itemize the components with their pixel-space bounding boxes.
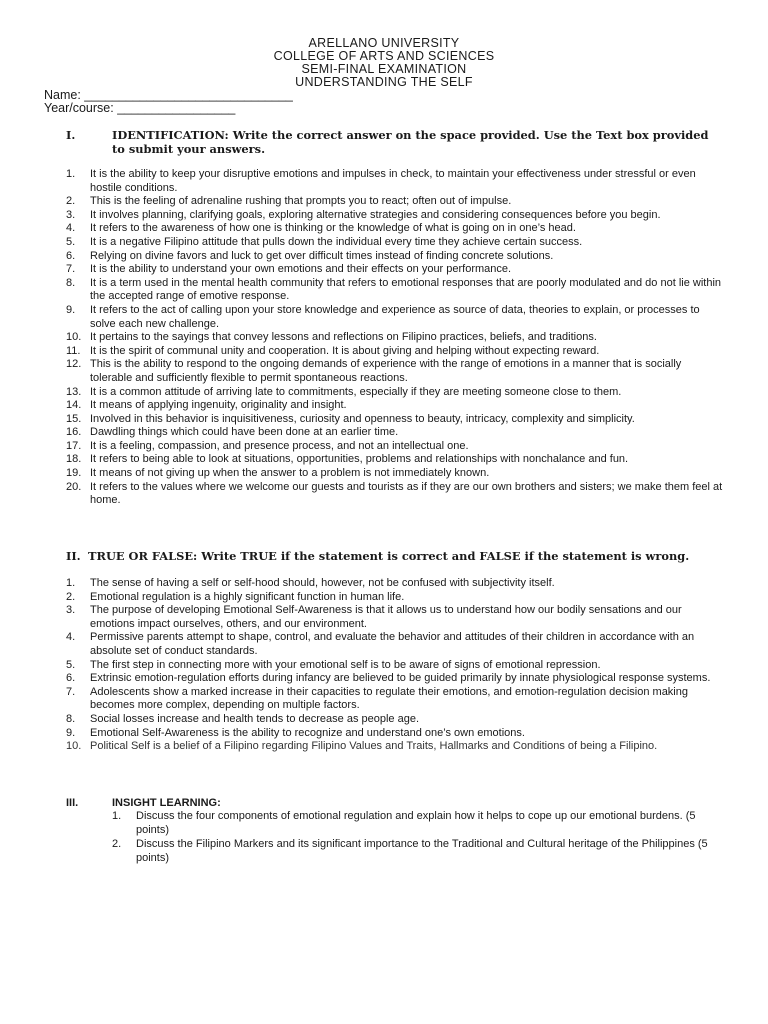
item-text: It is the ability to understand your own emotions and their effects on your performance. (90, 263, 512, 276)
item-number: 6. (66, 249, 76, 262)
list-item (66, 591, 726, 605)
item-number: 6. (66, 672, 76, 685)
item-number: 14. (66, 399, 82, 412)
section-1-numeral: I. (66, 128, 76, 142)
list-item (112, 810, 722, 837)
item-text: Emotional Self-Awareness is the ability to recognize and understand one’s own emotions. (90, 726, 525, 739)
item-text: It refers to being able to look at situations, opportunities, problems and relationships with nonchalance and fun. (90, 453, 629, 466)
item-text: It is the spirit of communal unity and cooperation. It is about giving and helping without expecting reward. (90, 344, 600, 357)
list-item (66, 577, 726, 591)
list-item (66, 481, 726, 508)
item-text: This is the ability to respond to the ongoing demands of experience with the range of emotions in a manner that is socially tolerable and sufficiently flexible to permit spontaneous reactions. (90, 358, 682, 384)
list-item (66, 713, 726, 727)
list-item (66, 386, 726, 400)
document-header (0, 37, 768, 89)
item-number: 10. (66, 740, 82, 753)
item-text: It is a feeling, compassion, and presence process, and not an intellectual one. (90, 439, 469, 452)
list-item (66, 727, 726, 741)
item-number: 9. (66, 726, 76, 739)
item-number: 8. (66, 276, 76, 289)
section-1-title: IDENTIFICATION: Write the correct answer on the space provided. Use the Text box provided to submit your answers. (112, 128, 709, 156)
year-course-field: Year/course: _________________ (44, 101, 236, 115)
item-number: 2. (66, 195, 76, 208)
subject-title: UNDERSTANDING THE SELF (295, 75, 473, 89)
item-number: 20. (66, 480, 82, 493)
item-number: 3. (66, 604, 76, 617)
list-item (66, 399, 726, 413)
list-item (66, 440, 726, 454)
item-number: 13. (66, 385, 82, 398)
list-item (66, 345, 726, 359)
section-3-title: INSIGHT LEARNING: (112, 797, 221, 809)
list-item (66, 740, 726, 754)
item-text: The purpose of developing Emotional Self-Awareness is that it allows us to understand how our bodily sensations and our emotions impact ourselves, others, and our environment. (90, 604, 682, 630)
item-number: 1. (112, 810, 122, 822)
identification-list (66, 168, 726, 508)
exam-title: SEMI-FINAL EXAMINATION (301, 62, 467, 76)
item-number: 12. (66, 358, 82, 371)
item-number: 10. (66, 331, 82, 344)
list-item (66, 331, 726, 345)
item-text: It means of not giving up when the answer to a problem is not immediately known. (90, 467, 490, 480)
name-field: Name: ______________________________ (44, 88, 293, 102)
list-item (66, 222, 726, 236)
list-item (66, 467, 726, 481)
item-text: It is a negative Filipino attitude that pulls down the individual every time they achieve certain success. (90, 235, 583, 248)
item-text: It refers to the awareness of how one is thinking or the knowledge of what is going on in one’s head. (90, 222, 576, 235)
item-number: 5. (66, 235, 76, 248)
item-text: It is a common attitude of arriving late to commitments, especially if they are meeting someone close to them. (90, 385, 622, 398)
section-2-numeral: II. (66, 549, 81, 563)
list-item (66, 358, 726, 385)
list-item (66, 168, 726, 195)
item-text: Relying on divine favors and luck to get over difficult times instead of finding concrete solutions. (90, 249, 554, 262)
section-3-numeral: III. (66, 797, 79, 809)
list-item (66, 209, 726, 223)
item-number: 16. (66, 426, 82, 439)
item-text: It pertains to the sayings that convey lessons and reflections on Filipino practices, beliefs, and traditions. (90, 331, 597, 344)
list-item (66, 413, 726, 427)
item-number: 7. (66, 685, 76, 698)
item-number: 18. (66, 453, 82, 466)
item-number: 8. (66, 712, 76, 725)
list-item (66, 250, 726, 264)
item-text: It is a term used in the mental health community that refers to emotional responses that are poorly modulated and do not lie within the accepted range of emotive response. (90, 276, 722, 303)
item-text: Permissive parents attempt to shape, control, and evaluate the behavior and attitudes of their children in accordance with an absolute set of conduct standards. (90, 631, 695, 657)
item-number: 4. (66, 222, 76, 235)
item-text: This is the feeling of adrenaline rushing that prompts you to react; often out of impulse. (90, 195, 512, 208)
list-item (66, 304, 726, 331)
item-number: 1. (66, 168, 76, 180)
section-1-heading (66, 128, 726, 156)
section-2-title: TRUE OR FALSE: Write TRUE if the statement is correct and FALSE if the statement is wrong. (88, 549, 690, 563)
item-number: 4. (66, 631, 76, 644)
item-number: 11. (66, 344, 81, 357)
insight-learning-list (112, 810, 722, 866)
list-item (66, 277, 726, 304)
item-number: 3. (66, 208, 76, 221)
list-item (66, 426, 726, 440)
item-number: 9. (66, 303, 76, 316)
college-name: COLLEGE OF ARTS AND SCIENCES (273, 49, 495, 63)
true-false-list (66, 577, 726, 754)
item-text: It is the ability to keep your disruptive emotions and impulses in check, to maintain your effectiveness under stressful or even hostile conditions. (90, 168, 696, 194)
list-item (112, 838, 722, 865)
item-number: 17. (66, 439, 82, 452)
item-text: Dawdling things which could have been done at an earlier time. (90, 426, 399, 439)
university-name: ARELLANO UNIVERSITY (308, 36, 460, 50)
item-number: 1. (66, 577, 76, 589)
item-number: 2. (66, 590, 76, 603)
item-number: 5. (66, 658, 76, 671)
list-item (66, 263, 726, 277)
list-item (66, 236, 726, 250)
item-text: Political Self is a belief of a Filipino regarding Filipino Values and Traits, Hallmarks and Conditions of being a Filipino. (90, 740, 658, 753)
item-number: 15. (66, 412, 82, 425)
item-number: 2. (112, 838, 122, 851)
item-text: The sense of having a self or self-hood should, however, not be confused with subjectivity itself. (90, 577, 555, 589)
item-text: It means of applying ingenuity, originality and insight. (90, 399, 347, 412)
item-text: Discuss the four components of emotional regulation and explain how it helps to cope up our emotional burdens. (5 points) (136, 810, 696, 836)
section-2-heading (66, 549, 726, 577)
item-text: Social losses increase and health tends to decrease as people age. (90, 712, 419, 725)
item-text: The first step in connecting more with your emotional self is to be aware of signs of emotional repression. (90, 658, 601, 671)
item-number: 19. (66, 467, 82, 480)
item-text: Extrinsic emotion-regulation efforts during infancy are believed to be guided primarily by innate physiological response systems. (90, 672, 711, 685)
list-item (66, 686, 726, 713)
item-text: It refers to the values where we welcome our guests and tourists as if they are our own brothers and sisters; we make them feel at home. (90, 480, 723, 507)
list-item (66, 604, 726, 631)
list-item (66, 659, 726, 673)
item-number: 7. (66, 263, 76, 276)
item-text: It refers to the act of calling upon your store knowledge and experience as source of data, theories to explain, or processes to solve each new challenge. (90, 303, 700, 330)
list-item (66, 195, 726, 209)
item-text: Adolescents show a marked increase in their capacities to regulate their emotions, and emotion-regulation decision making becomes more complex, depending on multiple factors. (90, 685, 688, 712)
item-text: Discuss the Filipino Markers and its significant importance to the Traditional and Cultural heritage of the Philippines (5 points) (136, 838, 708, 864)
list-item (66, 631, 726, 658)
item-text: It involves planning, clarifying goals, exploring alternative strategies and considering consequences before you begin. (90, 208, 661, 221)
list-item (66, 672, 726, 686)
item-text: Emotional regulation is a highly significant function in human life. (90, 590, 405, 603)
list-item (66, 453, 726, 467)
item-text: Involved in this behavior is inquisitiveness, curiosity and openness to beauty, intricacy, complexity and simplicity. (90, 412, 635, 425)
